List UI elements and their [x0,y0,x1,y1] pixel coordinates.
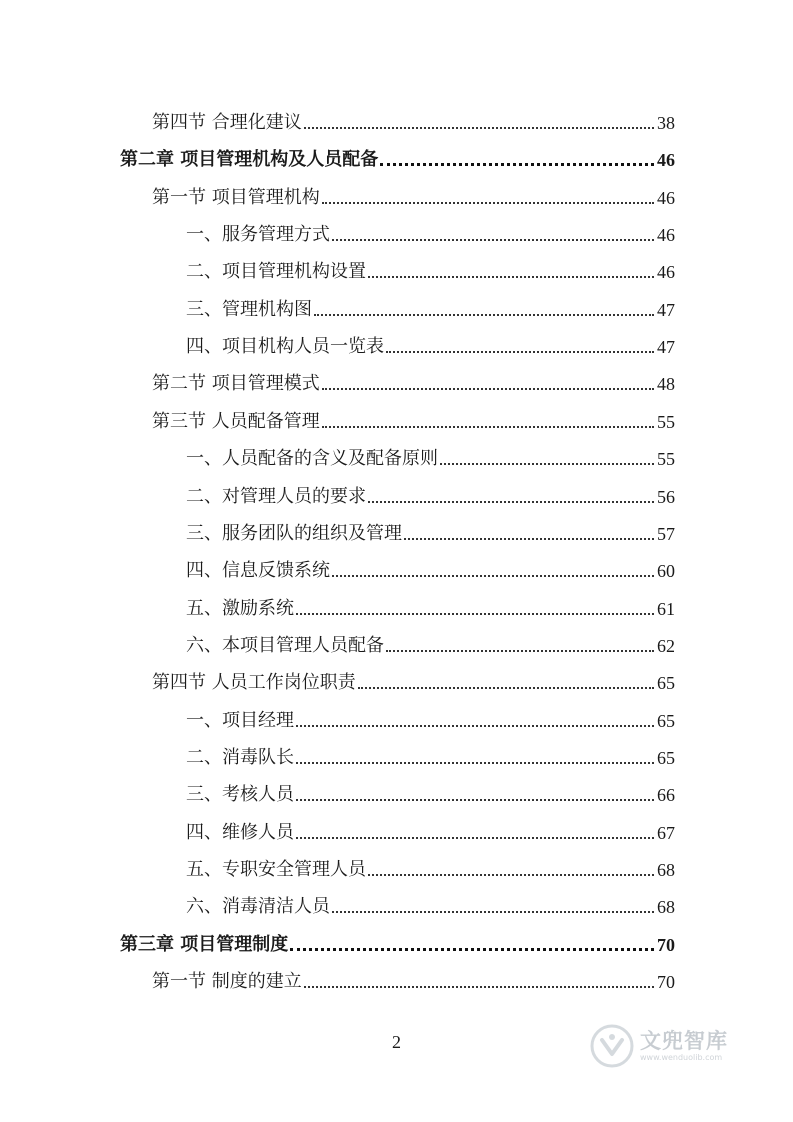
toc-subsection-entry[interactable] [186,440,675,470]
toc-entry-page-number: 68 [657,860,675,880]
toc-entry-page-number: 65 [657,747,675,768]
toc-entry-page-number: 65 [657,673,675,694]
toc-subsection-entry[interactable] [186,515,675,545]
toc-entry-title: 第一节 制度的建立 [152,971,302,993]
toc-section-entry[interactable] [152,365,675,395]
toc-entry-page-number: 56 [657,486,675,507]
watermark-url: www.wenduolib.com [640,1053,723,1062]
toc-entry-page-number: 60 [657,561,675,582]
toc-entry-page-number: 70 [657,972,675,993]
toc-dot-leader [296,762,654,764]
toc-entry-title: 六、消毒清洁人员 [186,896,330,918]
toc-dot-leader [386,650,654,652]
toc-subsection-entry[interactable] [186,478,675,508]
toc-dot-leader [304,986,654,988]
toc-section-entry[interactable] [152,963,675,993]
toc-dot-leader [290,948,654,951]
toc-dot-leader [296,837,654,839]
toc-subsection-entry[interactable] [186,216,675,246]
toc-entry-page-number: 70 [657,934,675,955]
toc-subsection-entry[interactable] [186,328,675,358]
toc-dot-leader [296,799,654,801]
toc-entry-page-number: 66 [657,785,675,806]
toc-subsection-entry[interactable] [186,552,675,582]
toc-entry-title: 第三节 人员配备管理 [152,410,320,432]
toc-entry-title: 四、信息反馈系统 [186,560,330,582]
toc-dot-leader [404,538,654,540]
toc-subsection-entry[interactable] [186,888,675,918]
toc-subsection-entry[interactable] [186,776,675,806]
toc-entry-title: 五、专职安全管理人员 [186,859,366,880]
toc-subsection-entry[interactable] [186,627,675,657]
toc-dot-leader [322,202,654,204]
toc-section-entry[interactable] [152,403,675,433]
toc-entry-title: 二、对管理人员的要求 [186,485,366,507]
toc-subsection-entry[interactable] [186,253,675,283]
watermark-name: 文兜智库 [640,1029,728,1053]
toc-entry-title: 四、维修人员 [186,821,294,843]
page-number: 2 [392,1032,401,1052]
toc-dot-leader [358,687,654,689]
toc-entry-title: 四、项目机构人员一览表 [186,336,384,358]
toc-dot-leader [440,463,654,465]
toc-entry-page-number: 38 [657,113,675,133]
toc-entry-page-number: 55 [657,411,675,432]
toc-subsection-entry[interactable] [186,702,675,732]
toc-subsection-entry[interactable] [186,291,675,321]
toc-entry-title: 第二章 项目管理机构及人员配备 [120,149,379,171]
toc-entry-title: 三、管理机构图 [186,298,312,320]
toc-entry-title: 一、服务管理方式 [186,224,330,246]
toc-entry-title: 三、考核人员 [186,784,294,806]
toc-dot-leader [386,351,654,353]
toc-chapter-entry[interactable] [120,926,675,956]
toc-entry-page-number: 61 [657,598,675,619]
toc-dot-leader [322,388,654,390]
toc-dot-leader [322,426,654,428]
toc-entry-page-number: 47 [657,337,675,358]
toc-entry-title: 一、人员配备的含义及配备原则 [186,448,438,470]
toc-dot-leader [332,239,654,241]
toc-entry-page-number: 62 [657,635,675,656]
toc-entry-title: 第四节 合理化建议 [152,112,302,133]
toc-entry-page-number: 57 [657,523,675,544]
toc-section-entry[interactable] [152,179,675,209]
toc-dot-leader [296,725,654,727]
toc-entry-page-number: 46 [657,150,675,171]
toc-entry-page-number: 47 [657,299,675,320]
toc-chapter-entry[interactable] [120,141,675,171]
toc-dot-leader [332,575,654,577]
toc-dot-leader [380,163,654,166]
toc-entry-title: 一、项目经理 [186,709,294,731]
toc-subsection-entry[interactable] [186,739,675,769]
toc-entry-title: 第一节 项目管理机构 [152,186,320,208]
toc-entry-page-number: 65 [657,710,675,731]
toc-dot-leader [368,501,654,503]
toc-entry-page-number: 68 [657,897,675,918]
toc-entry-title: 五、激励系统 [186,597,294,619]
toc-entry-page-number: 46 [657,262,675,283]
toc-entry-title: 三、服务团队的组织及管理 [186,522,402,544]
toc-entry-page-number: 46 [657,187,675,208]
toc-dot-leader [304,127,654,129]
watermark [590,1018,760,1074]
toc-section-entry[interactable] [152,104,675,134]
toc-entry-title: 六、本项目管理人员配备 [186,634,384,656]
toc-entry-title: 第四节 人员工作岗位职责 [152,672,356,694]
toc-entry-title: 第二节 项目管理模式 [152,373,320,395]
toc-subsection-entry[interactable] [186,814,675,844]
toc-dot-leader [296,613,654,615]
toc-entry-page-number: 55 [657,449,675,470]
toc-entry-page-number: 46 [657,225,675,246]
toc-section-entry[interactable] [152,664,675,694]
toc-dot-leader [368,874,654,876]
watermark-logo-icon [590,1024,634,1068]
toc-entry-title: 二、消毒队长 [186,746,294,768]
toc-dot-leader [332,911,654,913]
toc-entry-title: 第三章 项目管理制度 [120,933,289,955]
toc-entry-title: 二、项目管理机构设置 [186,261,366,283]
toc-dot-leader [314,314,654,316]
toc-entry-page-number: 67 [657,822,675,843]
toc-subsection-entry[interactable] [186,851,675,881]
toc-entry-page-number: 48 [657,374,675,395]
toc-subsection-entry[interactable] [186,590,675,620]
toc-dot-leader [368,276,654,278]
